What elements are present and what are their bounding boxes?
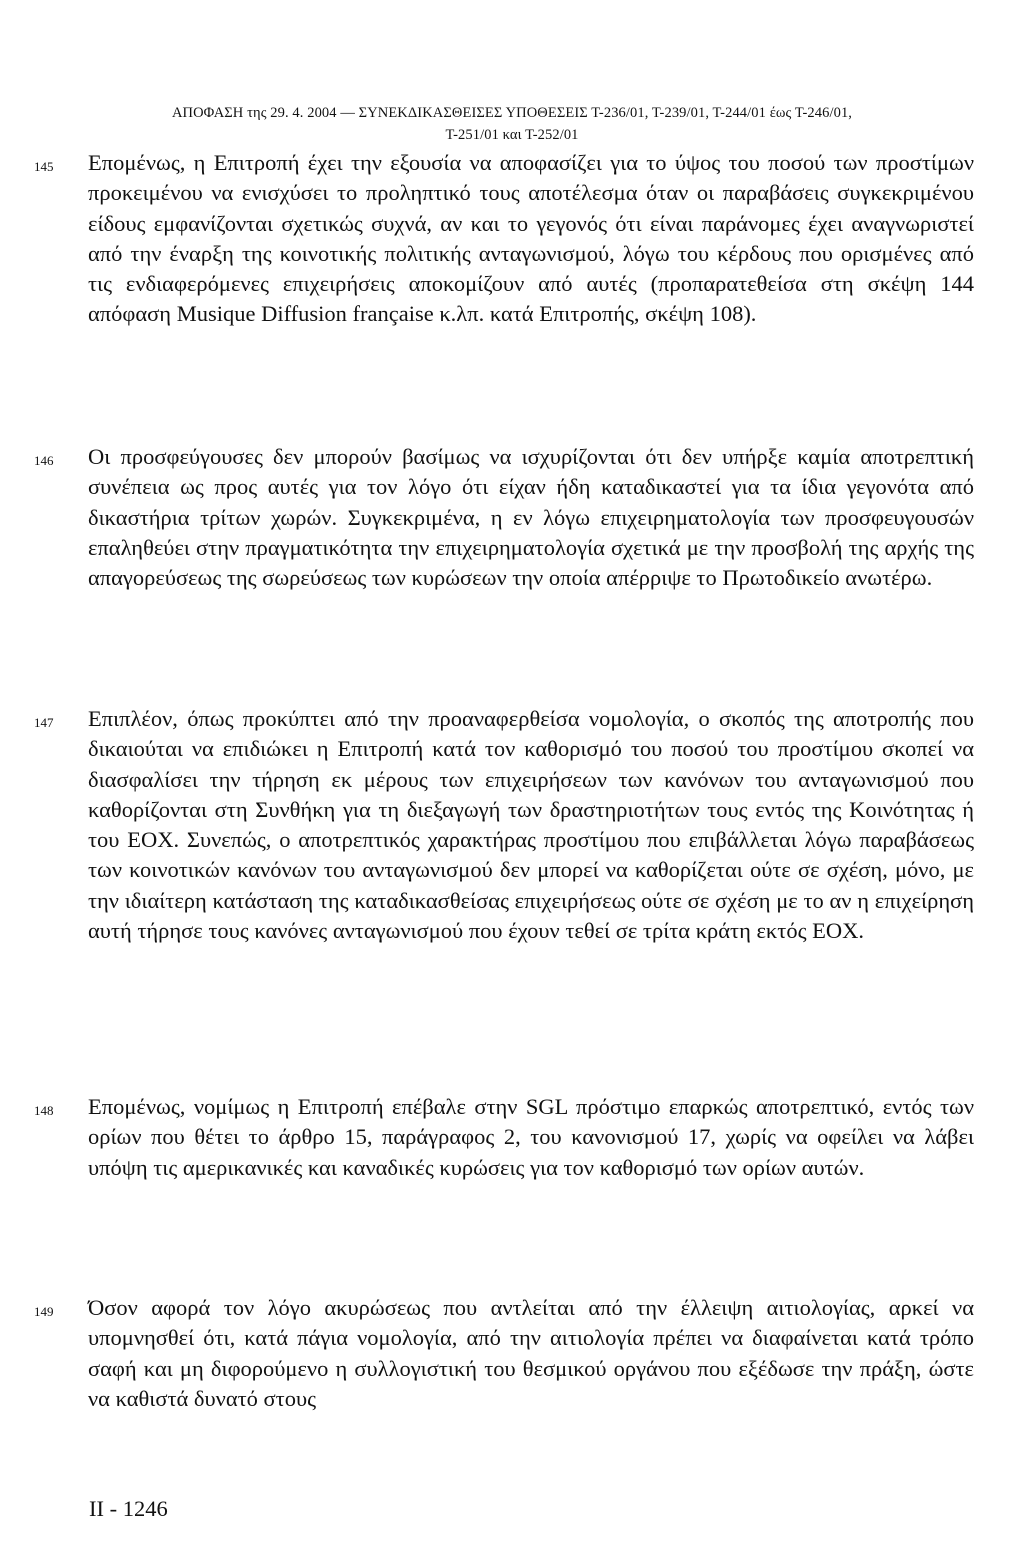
paragraph-text: Επιπλέον, όπως προκύπτει από την προαναφερθείσα νομολογία, ο σκοπός της αποτροπής που δικαιούται να επιδιώκει η Επιτροπή κατά τον καθορισμό του ποσού του προστίμου σκοπεί να διασφαλίσει την τήρηση εκ μέρους των επιχειρήσεων των κανόνων του ανταγωνισμού που καθορίζονται στη Συνθήκη για τη διεξαγωγή των δραστηριοτήτων τους εντός της Κοινότητας ή του ΕΟΧ. Συνεπώς, ο αποτρεπτικός χαρακτήρας προστίμου που επιβάλλεται λόγω παραβάσεως των κοινοτικών κανόνων του ανταγωνισμού δεν μπορεί να καθορίζεται ούτε σε σχέση, μόνο, με την ιδιαίτερη κατάσταση της καταδικασθείσας επιχειρήσεως ούτε σε σχέση με το αν η επιχείρηση αυτή τήρησε τους κανόνες ανταγωνισμού που έχουν τεθεί σε τρίτα κράτη εκτός ΕΟΧ. xyxy=(88,706,974,944)
paragraph-146 xyxy=(34,442,974,593)
paragraph-text: Οι προσφεύγουσες δεν μπορούν βασίμως να ισχυρίζονται ότι δεν υπήρξε καμία αποτρεπτική συνέπεια ως προς αυτές για τον λόγο ότι είχαν ήδη καταδικαστεί για τα ίδια γεγονότα από δικαστήρια τρίτων χωρών. Συγκεκριμένα, η εν λόγω επιχειρηματολογία των προσφευγουσών επαληθεύει στην πραγματικότητα την επιχειρηματολογία σχετικά με την προσβολή της αρχής της απαγορεύσεως της σωρεύσεως των κυρώσεων την οποία απέρριψε το Πρωτοδικείο ανωτέρω. xyxy=(88,444,974,591)
paragraph-number: 145 xyxy=(34,159,54,174)
running-header xyxy=(60,102,964,146)
paragraph-145 xyxy=(34,148,974,330)
paragraph-number: 146 xyxy=(34,453,54,468)
header-line-2: Τ-251/01 και Τ-252/01 xyxy=(445,127,579,143)
paragraph-148 xyxy=(34,1092,974,1183)
paragraph-number: 149 xyxy=(34,1304,54,1319)
paragraph-149 xyxy=(34,1293,974,1414)
paragraph-number: 148 xyxy=(34,1103,54,1118)
paragraph-text: Όσον αφορά τον λόγο ακυρώσεως που αντλείται από την έλλειψη αιτιολογίας, αρκεί να υπομνησθεί ότι, κατά πάγια νομολογία, από την αιτιολογία πρέπει να διαφαίνεται κατά τρόπο σαφή και μη διφορούμενο η συλλογιστική του θεσμικού οργάνου που εξέδωσε την πράξη, ώστε να καθιστά δυνατό στους xyxy=(88,1295,974,1411)
paragraph-text: Επομένως, η Επιτροπή έχει την εξουσία να αποφασίζει για το ύψος του ποσού των προστίμων προκειμένου να ενισχύσει το προληπτικό τους αποτέλεσμα όταν οι παραβάσεις συγκεκριμένου είδους εμφανίζονται σχετικώς συχνά, αν και το γεγονός ότι είναι παράνομες έχει αναγνωριστεί από την έναρξη της κοινοτικής πολιτικής ανταγωνισμού, λόγω του κέρδους που ορισμένες από τις ενδιαφερόμενες επιχειρήσεις αποκομίζουν από αυτές (προπαρατεθείσα στη σκέψη 144 απόφαση Musique Diffusion française κ.λπ. κατά Επιτροπής, σκέψη 108). xyxy=(88,150,974,327)
paragraph-147 xyxy=(34,704,974,946)
page-number: II - 1246 xyxy=(89,1496,168,1521)
paragraph-number: 147 xyxy=(34,715,54,730)
paragraph-text: Επομένως, νομίμως η Επιτροπή επέβαλε στην SGL πρόστιμο επαρκώς αποτρεπτικό, εντός των ορίων που θέτει το άρθρο 15, παράγραφος 2, του κανονισμού 17, χωρίς να οφείλει να λάβει υπόψη τις αμερικανικές και καναδικές κυρώσεις για τον καθορισμό των ορίων αυτών. xyxy=(88,1094,974,1180)
header-line-1: ΑΠΟΦΑΣΗ της 29. 4. 2004 — ΣΥΝΕΚΔΙΚΑΣΘΕΙΣΕΣ ΥΠΟΘΕΣΕΙΣ Τ-236/01, Τ-239/01, Τ-244/01 έως Τ-246/01, xyxy=(171,105,853,121)
